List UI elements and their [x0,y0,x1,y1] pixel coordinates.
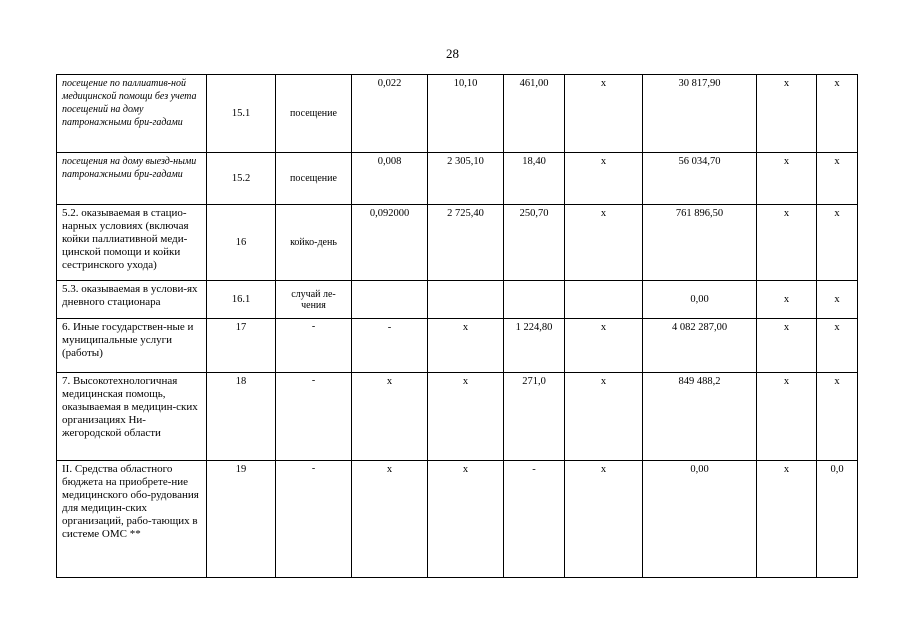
row-value-cell: х [428,319,504,373]
table-row [57,281,858,319]
row-value-cell: 4 082 287,00 [643,319,757,373]
table-row [57,319,858,373]
row-value-cell: х [757,461,817,578]
row-value-cell: 10,10 [428,75,504,153]
row-value-cell: 761 896,50 [643,205,757,281]
row-value-cell: 2 725,40 [428,205,504,281]
row-value-cell: 2 305,10 [428,153,504,205]
row-name-cell: посещения на дому выезд-ными патронажными бри-гадами [57,153,207,205]
row-value-cell: 18,40 [504,153,565,205]
row-value-cell: 0,092000 [352,205,428,281]
table-row [57,373,858,461]
row-value-cell: х [428,461,504,578]
row-code-cell: 17 [207,319,276,373]
row-unit-cell: койко-день [276,205,352,281]
row-value-cell: 849 488,2 [643,373,757,461]
row-value-cell: х [817,205,858,281]
table-row [57,461,858,578]
row-code-cell: 15.1 [207,75,276,153]
row-name-cell: 5.3. оказываемая в услови-ях дневного стационара [57,281,207,319]
row-value-cell: х [352,461,428,578]
row-value-cell: х [565,153,643,205]
row-code-cell: 15.2 [207,153,276,205]
table-row [57,153,858,205]
row-unit-cell: - [276,373,352,461]
row-value-cell: х [757,281,817,319]
row-value-cell: х [817,281,858,319]
row-value-cell: 0,022 [352,75,428,153]
row-code-cell: 18 [207,373,276,461]
row-value-cell: 461,00 [504,75,565,153]
row-value-cell: х [565,75,643,153]
row-value-cell: 0,00 [643,281,757,319]
row-code-cell: 19 [207,461,276,578]
row-code-cell: 16.1 [207,281,276,319]
row-value-cell: х [817,75,858,153]
row-value-cell: х [757,75,817,153]
row-unit-cell: посещение [276,75,352,153]
row-unit-cell: - [276,461,352,578]
row-unit-cell: случай ле-чения [276,281,352,319]
table-row [57,75,858,153]
row-value-cell: - [352,319,428,373]
row-value-cell [428,281,504,319]
row-value-cell: х [565,461,643,578]
row-value-cell: х [565,205,643,281]
row-name-cell: посещение по паллиатив-ной медицинской помощи без учета посещений на дому патронажными бри-гадами [57,75,207,153]
row-value-cell: 271,0 [504,373,565,461]
row-value-cell: 0,0 [817,461,858,578]
row-name-cell: 7. Высокотехнологичная медицинская помощь, оказываемая в медицин-ских организациях Ни-жегородской области [57,373,207,461]
row-value-cell: 30 817,90 [643,75,757,153]
row-code-cell: 16 [207,205,276,281]
row-value-cell [565,281,643,319]
financing-table [56,74,858,578]
row-value-cell: 0,008 [352,153,428,205]
row-value-cell: х [352,373,428,461]
row-name-cell: II. Средства областного бюджета на приобрете-ние медицинского обо-рудования для медицин-ских организаций, рабо-тающих в системе ОМС ** [57,461,207,578]
row-value-cell: х [565,373,643,461]
row-value-cell: х [817,373,858,461]
row-value-cell: 56 034,70 [643,153,757,205]
row-unit-cell: посещение [276,153,352,205]
page-number: 28 [446,46,459,61]
row-value-cell: х [757,319,817,373]
row-value-cell: х [817,319,858,373]
row-value-cell: 1 224,80 [504,319,565,373]
row-value-cell: 250,70 [504,205,565,281]
row-value-cell: х [757,205,817,281]
row-name-cell: 5.2. оказываемая в стацио-нарных условиях (включая койки паллиативной меди-цинской помощи и койки сестринского ухода) [57,205,207,281]
row-value-cell: х [428,373,504,461]
row-name-cell: 6. Иные государствен-ные и муниципальные услуги (работы) [57,319,207,373]
row-value-cell: 0,00 [643,461,757,578]
table-row [57,205,858,281]
row-value-cell: х [817,153,858,205]
row-value-cell: х [565,319,643,373]
row-value-cell: х [757,373,817,461]
row-value-cell: х [757,153,817,205]
row-unit-cell: - [276,319,352,373]
row-value-cell [352,281,428,319]
row-value-cell: - [504,461,565,578]
row-value-cell [504,281,565,319]
